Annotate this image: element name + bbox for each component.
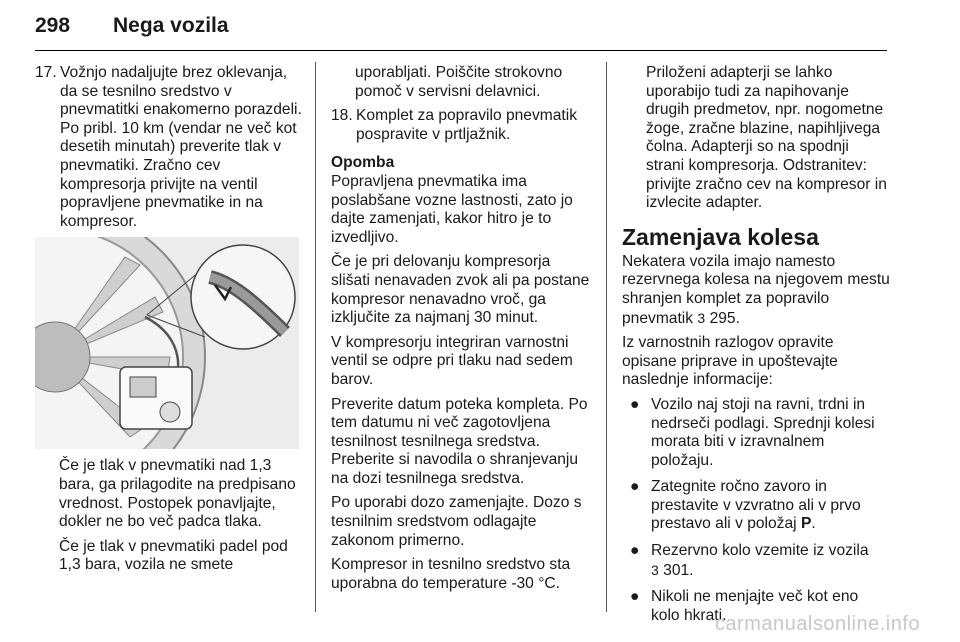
step-text: Vožnjo nadaljujte brez oklevanja, da se tesnilno sredstvo v pnevmatitki enakomerno porazdeli. Po pribl. 10 km (vendar ne več kot desetih minutah) preverite tlak v pnevmatiki. Zračno cev kompresorja privijte na ventil popravljene pnevmatike in na kompresor. (60, 64, 302, 230)
list-item: ● Rezervno kolo vzemite iz vozila 3 301. (630, 542, 869, 579)
note-paragraph: Popravljena pnevmatika ima poslabšane vozne lastnosti, zato jo dajte zamenjati, kakor hitro je to izvedljivo. (331, 172, 573, 246)
step-17 (35, 64, 305, 231)
note-title: Opomba (331, 154, 395, 172)
page-title: Nega vozila (113, 14, 229, 37)
list-item: ● Nikoli ne menjajte več kot eno kolo hkrati. (630, 588, 859, 624)
column-divider (606, 62, 607, 612)
note-paragraph: V kompresorju integriran varnostni ventil se odpre pri tlaku nad sedem barov. (331, 333, 573, 388)
note-box (331, 154, 593, 593)
bullet-icon: ● (630, 478, 640, 496)
column-left (35, 64, 305, 581)
bullet-icon: ● (630, 588, 640, 606)
section-title: Zamenjava kolesa (622, 223, 819, 250)
paragraph: Nekatera vozila imajo namesto rezervnega kolesa na njegovem mestu shranjen komplet za popravilo pnevmatik 3 295. (622, 252, 890, 327)
compressor-illustration (35, 237, 299, 449)
paragraph: Priloženi adapterji se lahko uporabijo tudi za napihovanje drugih predmetov, npr. nogometne žoge, zračne blazine, napihljivega čolna. Adapterji so na spodnji strani kompresorja. Odstranitev: privijte zračno cev na kompresor in izvlecite adapter. (646, 64, 887, 212)
paragraph: Iz varnostnih razlogov opravite opisane priprave in upoštevajte naslednje informacije: (622, 334, 838, 389)
page-ref-link[interactable]: 295. (709, 309, 740, 327)
paragraph: Če je tlak v pnevmatiki nad 1,3 bara, ga prilagodite na predpisano vrednost. Postopek ponavljajte, dokler ne bo več padca tlaka. (59, 457, 296, 531)
page-header (35, 10, 887, 51)
bullet-icon: ● (630, 542, 640, 560)
column-middle (331, 64, 593, 599)
page-number: 298 (35, 14, 71, 37)
page-ref-icon: 3 (697, 309, 706, 326)
note-paragraph: Če je pri delovanju kompresorja slišati nenavaden zvok ali pa postane kompresor nenavadno vroč, ga izklјučite za najmanj 30 minut. (331, 253, 590, 327)
page-ref-icon: 3 (651, 561, 659, 578)
step-number: 17. (35, 64, 57, 81)
step-number: 18. (331, 107, 353, 125)
step-18 (331, 107, 593, 144)
bullet-icon: ● (630, 395, 640, 413)
note-paragraph: Kompresor in tesnilno sredstvo sta uporabna do temperature -30 °C. (331, 556, 571, 592)
watermark: carmanualsonline.info (714, 613, 920, 635)
compressor-hose-figure (35, 237, 299, 449)
list-item: ● Zategnite ročno zavoro in prestavite v vzvratno ali v prvo prestavo ali v položaj P. (630, 478, 861, 533)
list-item: ● Vozilo naj stoji na ravni, trdni in nedrseči podlagi. Sprednji kolesi morata biti v izravnalnem položaju. (630, 395, 875, 469)
paragraph: uporabljati. Poiščite strokovno pomoč v servisni delavnici. (355, 64, 563, 100)
note-paragraph: Preverite datum poteka kompleta. Po tem datumu ni več zagotovljena tesnilnost tesnilnega sredstva. Preberite si navodila o shranjevanju na dozi tesnilnega sredstva. (331, 395, 588, 487)
column-divider (315, 62, 316, 612)
paragraph: Če je tlak v pnevmatiki padel pod 1,3 bara, vozila ne smete (59, 537, 288, 574)
column-right (622, 64, 890, 633)
step-text: Komplet za popravilo pnevmatik pospravite v prtljažnik. (356, 107, 578, 143)
page-ref-link[interactable]: 301. (663, 561, 694, 579)
note-paragraph: Po uporabi dozo zamenjajte. Dozo s tesnilnim sredstvom odlagajte zakonom primerno. (331, 494, 582, 549)
